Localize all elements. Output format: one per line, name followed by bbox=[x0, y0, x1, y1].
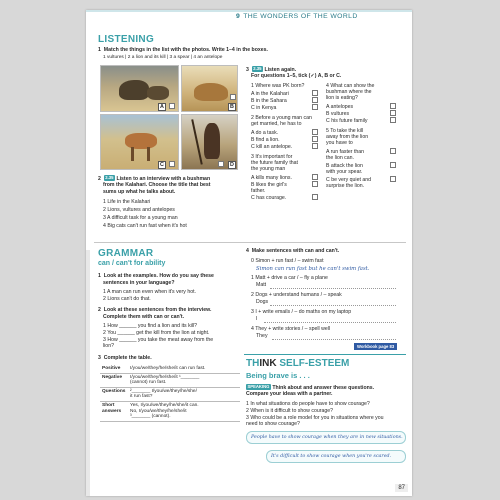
ex3-option: C in Kenya bbox=[251, 105, 277, 111]
ex3-option: B in the Sahara bbox=[251, 98, 287, 104]
ex3-option: B vultures bbox=[326, 111, 350, 117]
tick-box[interactable] bbox=[390, 110, 396, 116]
grammar-ex4-instruction: 4 Make sentences with can and can't. bbox=[246, 248, 340, 254]
grammar-ex2-item-cont: lion? bbox=[103, 343, 114, 349]
listening-ex2-instruction-3: sums up what he talks about. bbox=[103, 189, 176, 195]
speaking-badge: SPEAKING bbox=[247, 384, 270, 389]
ex3-option: B attack the lion bbox=[326, 163, 363, 169]
photo-tag-c: C bbox=[158, 161, 166, 169]
think-question-cont: need to show courage? bbox=[246, 421, 300, 427]
ex3-option: A run faster than bbox=[326, 149, 365, 155]
chapter-title: THE WONDERS OF THE WORLD bbox=[243, 13, 358, 20]
table-cell: I/you/we/they/he/she/it can run fast. bbox=[128, 365, 240, 373]
ex4-answer-start: I bbox=[256, 316, 258, 322]
answer-line[interactable] bbox=[270, 305, 396, 306]
tick-box[interactable] bbox=[312, 97, 318, 103]
grammar-ex2-item[interactable]: 1 How ______ you find a lion and its kill? bbox=[103, 323, 198, 329]
ex3-option-cont: father. bbox=[251, 188, 266, 194]
think-self-esteem-heading: THINK SELF-ESTEEM bbox=[246, 358, 350, 369]
ex3-q4: 4 What can show the bbox=[326, 83, 375, 89]
grammar-subtitle: can / can't for ability bbox=[98, 260, 166, 267]
ex4-answer-start: They bbox=[256, 333, 268, 339]
tick-box[interactable] bbox=[312, 174, 318, 180]
ex3-option: C kill an antelope. bbox=[251, 144, 293, 150]
grammar-ex2-item[interactable]: 2 You ______ get the kill from the lion at night. bbox=[103, 330, 210, 336]
think-subtitle: Being brave is . . . bbox=[246, 371, 310, 380]
answer-line[interactable] bbox=[272, 339, 396, 340]
grammar-ex2-instruction-1: 2 Look at these sentences from the interview. bbox=[98, 307, 212, 313]
grammar-ex2-item[interactable]: 3 How ______ you take the meat away from the bbox=[103, 337, 214, 343]
ex3-option-cont: surprise the lion. bbox=[326, 183, 365, 189]
think-instruction-2: Compare your ideas with a partner. bbox=[246, 391, 333, 397]
photo-a-vultures bbox=[100, 65, 179, 112]
ex3-q5-cont: away from the lion bbox=[326, 134, 369, 140]
ex3-q1: 1 Where was PK born? bbox=[251, 83, 305, 89]
speech-bubble bbox=[246, 431, 406, 444]
listening-ex3-instruction-1: 3 2.35 Listen again. bbox=[246, 66, 297, 73]
grammar-table bbox=[100, 365, 240, 422]
ex2-option[interactable]: 4 Big cats can't run fast when it's hot bbox=[103, 223, 187, 229]
ex4-example-answer: Simon can run fast but he can't swim fast. bbox=[256, 266, 370, 272]
photo-c-antelope bbox=[100, 114, 179, 170]
speech-bubble bbox=[266, 450, 406, 463]
listening-ex3-instruction-2: For questions 1–5, tick (✓) A, B or C. bbox=[251, 73, 342, 79]
ex4-prompt: 2 Dogs + understand humans / – speak bbox=[251, 292, 342, 298]
ex4-prompt: 3 I + write emails / – do maths on my laptop bbox=[251, 309, 352, 315]
photo-tag-b: B bbox=[228, 103, 236, 111]
ex3-q3: 3 It's important for bbox=[251, 154, 293, 160]
chapter-header bbox=[236, 13, 358, 20]
ex3-option: B likes the girl's bbox=[251, 182, 287, 188]
table-row bbox=[100, 373, 240, 387]
ex3-q3-cont: the future family that bbox=[251, 160, 298, 166]
answer-line[interactable] bbox=[270, 288, 396, 289]
tick-box[interactable] bbox=[390, 148, 396, 154]
audio-track-badge: 2.35 bbox=[105, 175, 114, 180]
ex3-option-cont: the lion can. bbox=[326, 155, 354, 161]
think-question: 2 When is it difficult to show courage? bbox=[246, 408, 333, 414]
ex3-q3-cont: the young man bbox=[251, 166, 286, 172]
workbook-reference[interactable]: Workbook page 83 bbox=[354, 343, 397, 350]
table-row bbox=[100, 365, 240, 373]
listening-ex2-instruction-1: 2 2.35 Listen to an interview with a bushman bbox=[98, 175, 211, 182]
ex3-option: C has courage. bbox=[251, 195, 287, 201]
section-divider bbox=[94, 242, 406, 243]
grammar-ex1-item: 2 Lions can't do that. bbox=[103, 296, 151, 302]
think-instruction-1: SPEAKING Think about and answer these questions. bbox=[247, 384, 375, 391]
speech-text: People have to show courage when they are in new situations. bbox=[251, 435, 403, 440]
photo-tag-d: D bbox=[228, 161, 236, 169]
table-row bbox=[100, 401, 240, 421]
ex3-option: A kills many lions. bbox=[251, 175, 292, 181]
ex3-q5: 5 To take the kill bbox=[326, 128, 364, 134]
tick-box[interactable] bbox=[312, 129, 318, 135]
table-cell: I/you/we/they/he/she/it ¹_______ (cannot) run fast. bbox=[128, 373, 240, 387]
think-divider bbox=[244, 354, 406, 355]
left-margin-strip bbox=[86, 250, 90, 496]
ex3-option: A in the Kalahari bbox=[251, 91, 289, 97]
answer-box-b[interactable] bbox=[230, 94, 236, 100]
table-cell: ²_______ I/you/we/they/he/she/ it run fast? bbox=[128, 387, 240, 401]
tick-box[interactable] bbox=[312, 143, 318, 149]
ex3-option: C be very quiet and bbox=[326, 177, 371, 183]
think-question: 3 Who could be a role model for you in situations where you bbox=[246, 415, 384, 421]
header-rule bbox=[86, 10, 412, 12]
tick-box[interactable] bbox=[312, 181, 318, 187]
tick-box[interactable] bbox=[390, 117, 396, 123]
table-header: Positive bbox=[100, 365, 128, 373]
ex4-prompt: 0 Simon + run fast / – swim fast bbox=[251, 258, 324, 264]
answer-box-c[interactable] bbox=[169, 161, 175, 167]
ex2-option[interactable]: 3 A difficult task for a young man bbox=[103, 215, 178, 221]
think-question: 1 In what situations do people have to show courage? bbox=[246, 401, 370, 407]
speech-text: It's difficult to show courage when you're scared. bbox=[271, 454, 392, 459]
ex3-option: A do a task. bbox=[251, 130, 279, 136]
grammar-ex2-instruction-2: Complete them with can or can't. bbox=[103, 314, 185, 320]
table-header: Negative bbox=[100, 373, 128, 387]
listening-ex1-instruction: 1 Match the things in the list with the photos. Write 1–4 in the boxes. bbox=[98, 47, 268, 53]
tick-box[interactable] bbox=[312, 194, 318, 200]
ex4-answer-start: Matt bbox=[256, 282, 267, 288]
tick-box[interactable] bbox=[390, 176, 396, 182]
photo-tag-a: A bbox=[158, 103, 166, 111]
ex3-option-cont: with your spear. bbox=[326, 169, 363, 175]
answer-box-a[interactable] bbox=[169, 103, 175, 109]
ex2-option[interactable]: 1 Life in the Kalahari bbox=[103, 199, 151, 205]
ex3-q4-cont: lion is eating? bbox=[326, 95, 358, 101]
table-cell: Yes, I/you/we/they/he/she/it can. No, I/you/we/they/he/she/it ³_______ (cannot). bbox=[128, 401, 240, 421]
tick-box[interactable] bbox=[390, 103, 396, 109]
tick-box[interactable] bbox=[390, 162, 396, 168]
page-number: 87 bbox=[395, 484, 408, 492]
ex3-q4-cont: bushman where the bbox=[326, 89, 372, 95]
grammar-ex1-instruction-1: 1 Look at the examples. How do you say these bbox=[98, 273, 214, 279]
ex3-option: B find a lion. bbox=[251, 137, 280, 143]
ex3-option: C his future family bbox=[326, 118, 368, 124]
ex3-q2: 2 Before a young man can bbox=[251, 115, 312, 121]
grammar-heading: GRAMMAR bbox=[98, 248, 154, 259]
tick-box[interactable] bbox=[312, 90, 318, 96]
tick-box[interactable] bbox=[312, 104, 318, 110]
listening-ex1-items: 1 vultures | 2 a lion and its kill | 3 a spear | 4 an antelope bbox=[103, 55, 223, 60]
ex3-q5-cont: you have to bbox=[326, 140, 353, 146]
ex2-option[interactable]: 2 Lions, vultures and antelopes bbox=[103, 207, 175, 213]
grammar-ex1-item: 1 A man can run even when it's very hot. bbox=[103, 289, 196, 295]
listening-heading: LISTENING bbox=[98, 34, 155, 45]
ex4-answer-start: Dogs bbox=[256, 299, 269, 305]
answer-line[interactable] bbox=[264, 322, 396, 323]
listening-ex2-instruction-2: from the Kalahari. Choose the title that best bbox=[103, 182, 211, 188]
textbook-page bbox=[86, 10, 412, 496]
table-row bbox=[100, 387, 240, 401]
table-header: Short answers bbox=[100, 401, 128, 421]
ex3-q2-cont: get married, he has to bbox=[251, 121, 302, 127]
ex4-prompt: 1 Matt + drive a car / – fly a plane bbox=[251, 275, 328, 281]
table-header: Questions bbox=[100, 387, 128, 401]
grammar-ex3-instruction: 3 Complete the table. bbox=[98, 355, 152, 361]
tick-box[interactable] bbox=[312, 136, 318, 142]
answer-box-d[interactable] bbox=[218, 161, 224, 167]
chapter-number: 9 bbox=[236, 13, 241, 20]
ex4-prompt: 4 They + write stories / – spell well bbox=[251, 326, 331, 332]
grammar-ex1-instruction-2: sentences in your language? bbox=[103, 280, 175, 286]
ex3-option: A antelopes bbox=[326, 104, 354, 110]
